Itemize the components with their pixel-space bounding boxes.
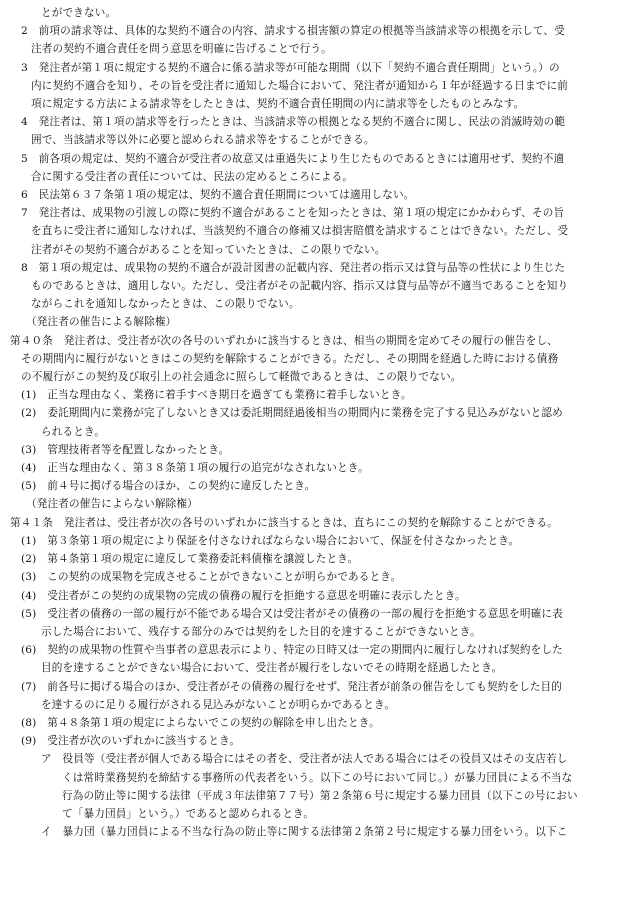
text-line: 第４０条 発注者は、受注者が次の各号のいずれかに該当するときは、相当の期間を定めてその履行の催告をし、 — [10, 334, 558, 347]
text-line: の不履行がこの契約及び取引上の社会通念に照らして軽微であるときは、この限りでない。 — [21, 371, 462, 384]
text-line: 囲で、当該請求等以外に必要と認められる請求等をすることができる。 — [31, 134, 375, 147]
text-line: 合に関する受注者の責任については、民法の定めるところによる。 — [31, 170, 354, 183]
text-line: を直ちに受注者に通知しなければ、当該契約不適合の修補又は損害賠償を請求することはできない。ただし、受 — [31, 225, 569, 238]
text-line: (1) 第３条第１項の規定により保証を付さなければならない場合において、保証を付さなかったとき。 — [21, 534, 520, 547]
text-line: られるとき。 — [41, 425, 106, 438]
text-line: (2) 第４条第１項の規定に違反して業務委託料債権を譲渡したとき。 — [21, 553, 359, 566]
text-line: (4) 正当な理由なく、第３８条第１項の履行の追完がなされないとき。 — [21, 462, 369, 475]
text-line: (1) 正当な理由なく、業務に着手すべき期日を過ぎても業務に着手しないとき。 — [21, 389, 412, 402]
text-line: (2) 委託期間内に業務が完了しないとき又は委託期間経過後相当の期間内に業務を完了する見込みがないと認め — [21, 407, 563, 420]
text-line: 6 民法第６３７条第１項の規定は、契約不適合責任期間については適用しない。 — [21, 189, 415, 202]
text-line: イ 暴力団（暴力団員による不当な行為の防止等に関する法律第２条第２号に規定する暴力団をいう。以下こ — [41, 826, 568, 839]
text-line: （発注者の催告による解除権） — [26, 316, 177, 329]
text-line: (3) この契約の成果物を完成させることができないことが明らかであるとき。 — [21, 571, 402, 584]
text-line: (4) 受注者がこの契約の成果物の完成の債務の履行を拒絶する意思を明確に表示したとき。 — [21, 589, 466, 602]
text-line: 4 発注者は、第１項の請求等を行ったときは、当該請求等の根拠となる契約不適合に関し、民法の消滅時効の範 — [21, 116, 566, 129]
text-line: (3) 管理技術者等を配置しなかったとき。 — [21, 443, 230, 456]
text-line: くは常時業務契約を締結する事務所の代表者をいう。以下この号において同じ。）が暴力団員による不当な — [62, 771, 573, 784]
text-line: (6) 契約の成果物の性質や当事者の意思表示により、特定の日時又は一定の期間内に履行しなければ契約をした — [21, 644, 563, 657]
text-line: （発注者の催告によらない解除権） — [26, 498, 198, 511]
text-line: (5) 前４号に掲げる場合のほか、この契約に違反したとき。 — [21, 480, 316, 493]
text-line: 第４１条 発注者は、受注者が次の各号のいずれかに該当するときは、直ちにこの契約を解除することができる。 — [10, 516, 558, 529]
text-line: 8 第１項の規定は、成果物の契約不適合が設計図書の記載内容、発注者の指示又は貸与品等の性状により生じた — [21, 261, 566, 274]
text-line: 行為の防止等に関する法律（平成３年法律第７７号）第２条第６号に規定する暴力団員（以下この号におい — [62, 789, 578, 802]
text-line: ものであるときは、適用しない。ただし、受注者がその記載内容、指示又は貸与品等が不適当であることを知り — [31, 280, 569, 293]
text-line: とができない。 — [41, 7, 117, 19]
text-line: て「暴力団員」という。）であると認められるとき。 — [62, 807, 315, 820]
text-line: を達するのに足りる履行がされる見込みがないことが明らかであるとき。 — [41, 698, 396, 711]
text-line: 3 発注者が第１項に規定する契約不適合に係る請求等が可能な期間（以下「契約不適合責任期間」という。）の — [21, 61, 560, 74]
text-line: 2 前項の請求等は、具体的な契約不適合の内容、請求する損害額の算定の根拠等当該請求等の根拠を示して、受 — [21, 25, 565, 38]
text-line: 7 発注者は、成果物の引渡しの際に契約不適合があることを知ったときは、第１項の規定にかかわらず、その旨 — [21, 207, 565, 220]
text-line: 項に規定する方法による請求等をしたときは、契約不適合責任期間の内に請求等をしたものとみなす。 — [31, 98, 525, 111]
text-line: 目的を達することができない場合において、受注者が履行をしないでその時期を経過したとき。 — [41, 662, 503, 675]
text-line: (5) 受注者の債務の一部の履行が不能である場合又は受注者がその債務の一部の履行を拒絶する意思を明確に表 — [21, 607, 563, 620]
text-line: 内に契約不適合を知り、その旨を受注者に通知した場合において、発注者が通知から１年が経過する日までに前 — [31, 79, 568, 92]
text-line: 示した場合において、残存する部分のみでは契約をした目的を達することができないとき。 — [41, 625, 481, 638]
text-line: (8) 第４８条第１項の規定によらないでこの契約の解除を申し出たとき。 — [21, 716, 380, 729]
text-line: ながらこれを通知しなかったときは、この限りでない。 — [31, 298, 300, 311]
text-line: 注者がその契約不適合があることを知っていたときは、この限りでない。 — [31, 243, 386, 256]
text-line: 注者の契約不適合責任を問う意思を明確に告げることで行う。 — [31, 43, 332, 56]
text-line: 5 前各項の規定は、契約不適合が受注者の故意又は重過失により生じたものであるときには適用せず、契約不適 — [21, 152, 565, 165]
text-line: (7) 前各号に掲げる場合のほか、受注者がその債務の履行をせず、発注者が前条の催告をしても契約をした目的 — [21, 680, 563, 693]
text-line: (9) 受注者が次のいずれかに該当するとき。 — [21, 735, 241, 748]
text-line: ア 役員等（受注者が個人である場合にはその者を、受注者が法人である場合にはその役員又はその支店若し — [41, 753, 568, 766]
text-line: その期間内に履行がないときはこの契約を解除することができる。ただし、その期間を経過した時における債務 — [21, 352, 559, 365]
